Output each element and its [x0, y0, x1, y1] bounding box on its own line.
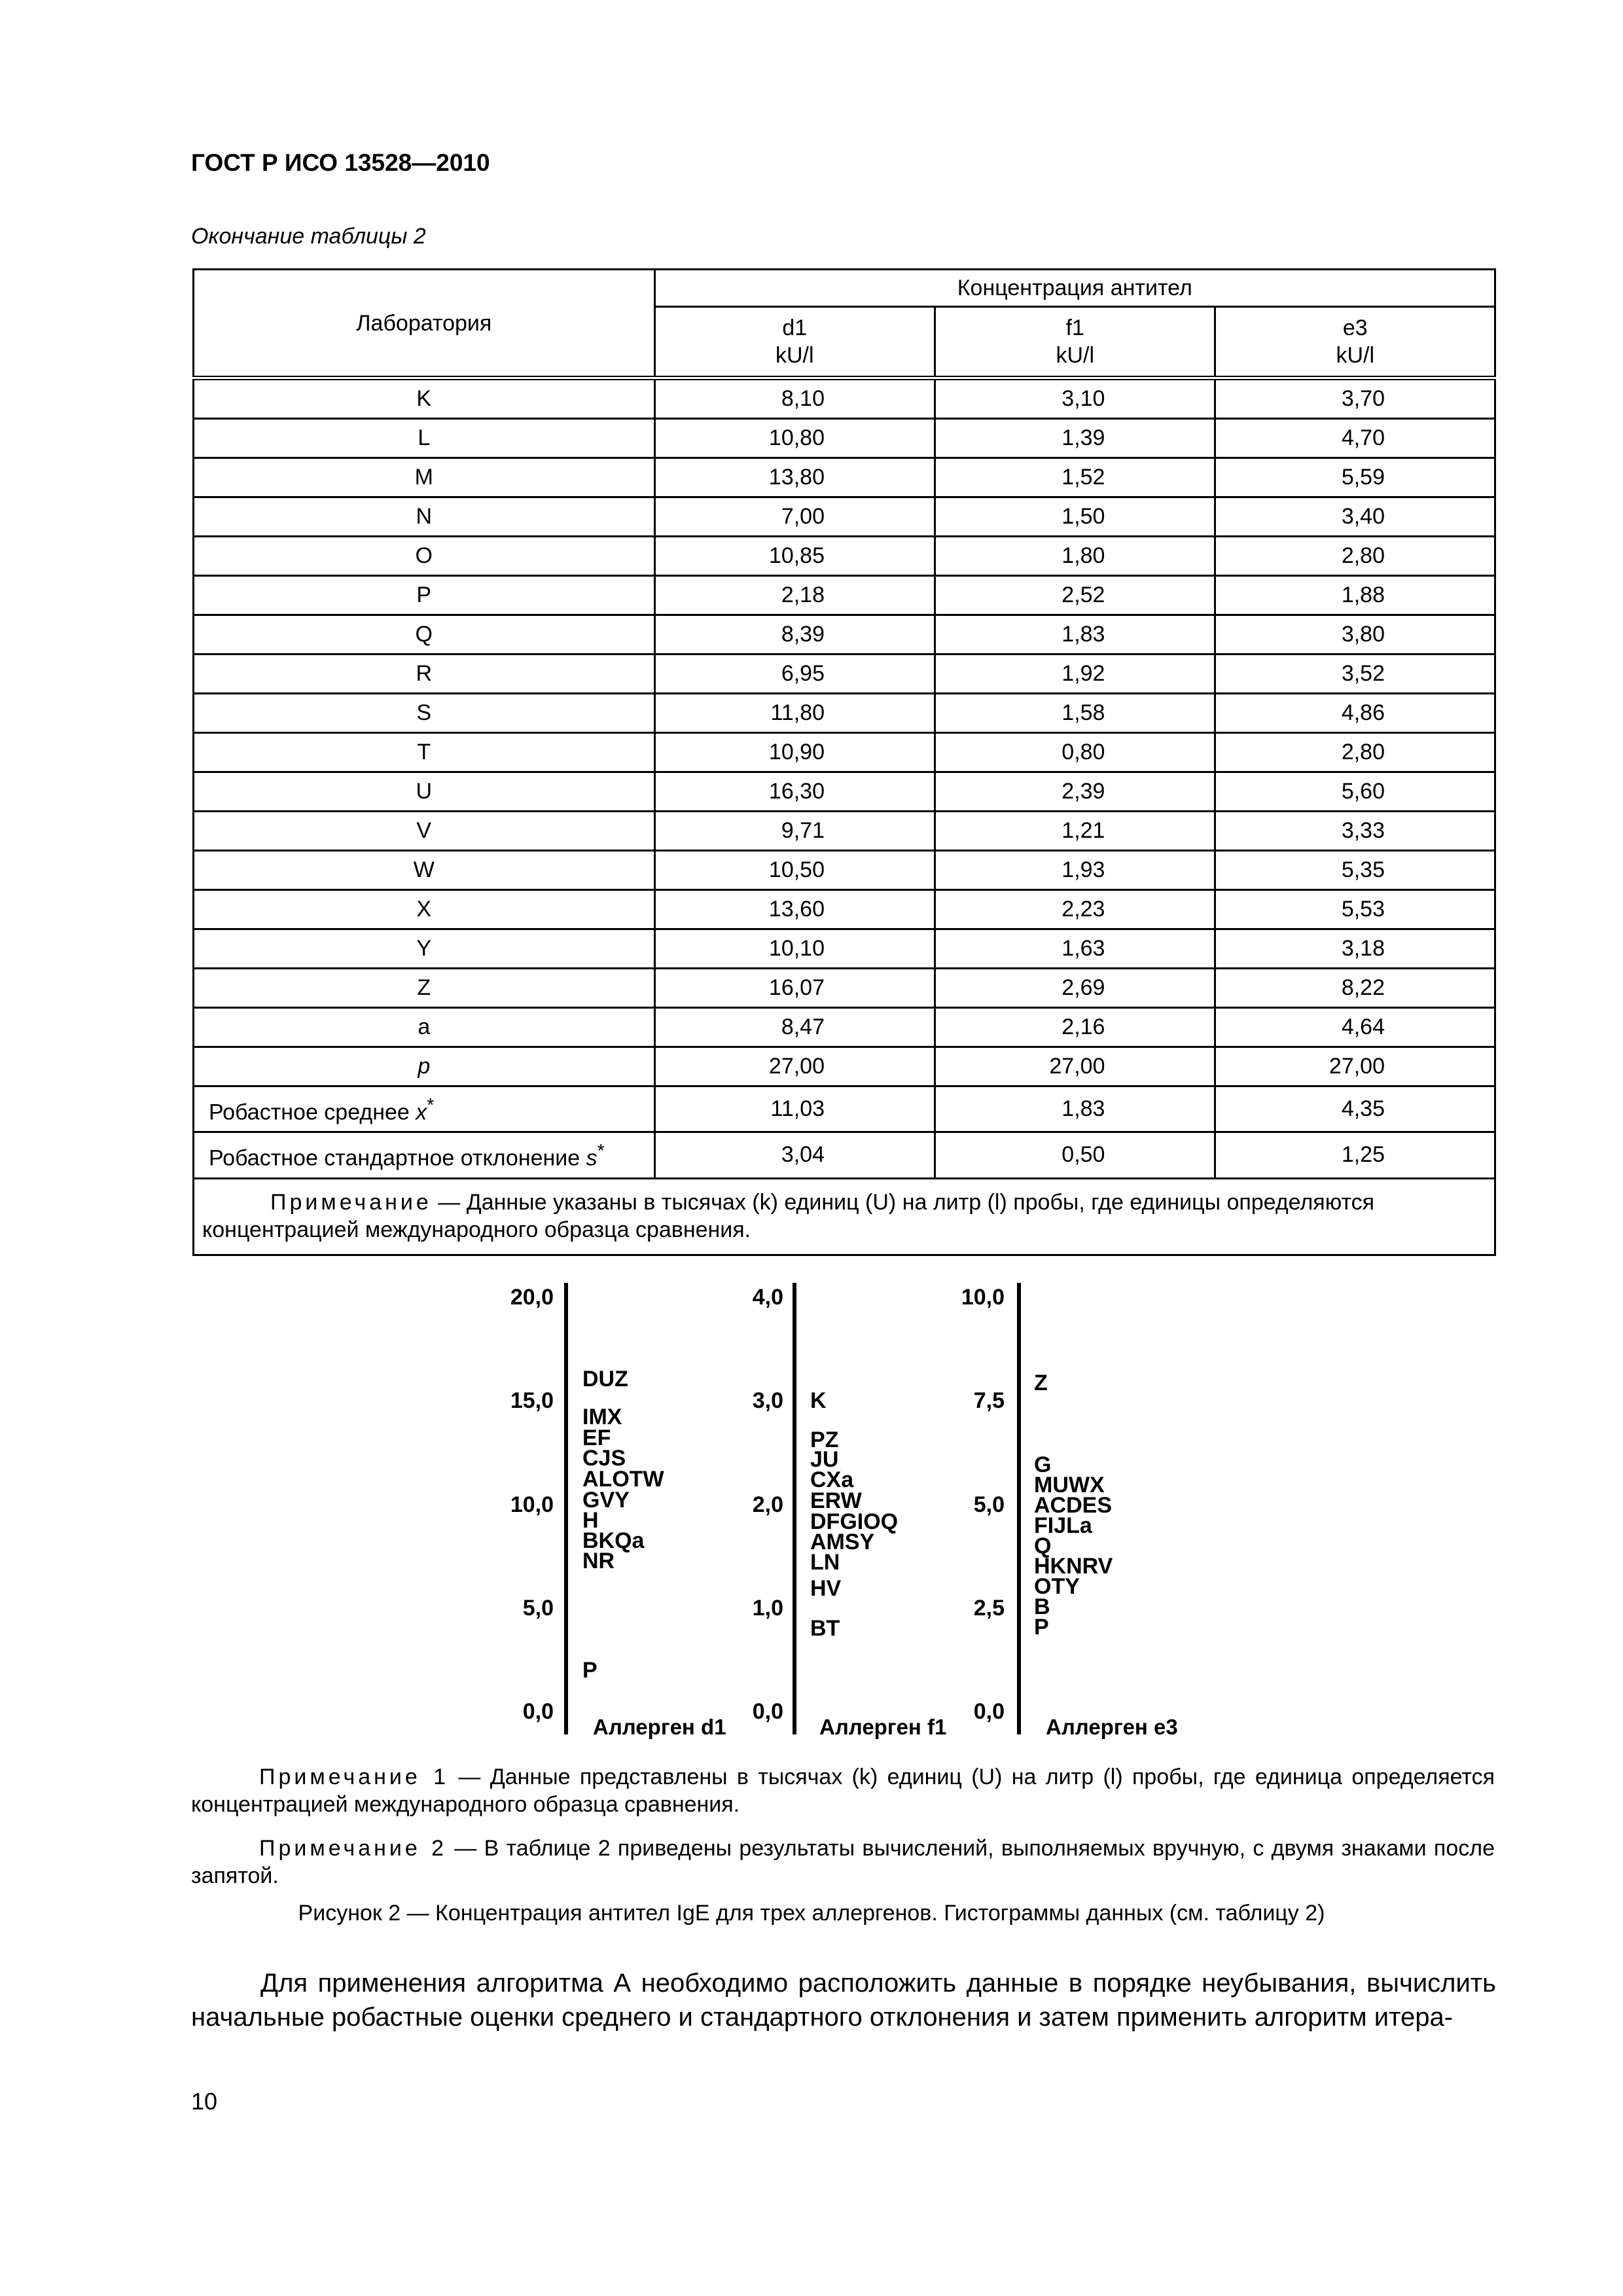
table-row	[194, 419, 1495, 458]
document-header: ГОСТ Р ИСО 13528—2010	[191, 149, 490, 176]
value-e3: 8,22	[1215, 969, 1495, 1008]
table-row	[194, 655, 1495, 694]
lab-cell: T	[194, 733, 655, 772]
group-label: P	[1034, 1615, 1049, 1640]
lab-cell: K	[194, 378, 655, 419]
value-e3: 3,18	[1215, 929, 1495, 969]
robust-mean-d1: 11,03	[654, 1086, 935, 1132]
tick: 3,0	[752, 1388, 783, 1413]
table-row	[194, 733, 1495, 772]
value-e3: 5,60	[1215, 772, 1495, 812]
robust-mean-label: Робастное среднее x*	[194, 1086, 655, 1132]
lab-cell: W	[194, 851, 655, 890]
table-row	[194, 615, 1495, 655]
lab-cell: Y	[194, 929, 655, 969]
value-d1: 9,71	[654, 812, 935, 851]
lab-cell: Z	[194, 969, 655, 1008]
value-d1: 13,80	[654, 458, 935, 497]
value-d1: 10,80	[654, 419, 935, 458]
lab-cell: N	[194, 497, 655, 537]
value-f1: 1,52	[935, 458, 1215, 497]
value-e3: 5,53	[1215, 890, 1495, 929]
value-f1: 0,80	[935, 733, 1215, 772]
group-label: B	[1034, 1594, 1050, 1619]
value-e3: 2,80	[1215, 537, 1495, 576]
value-d1: 27,00	[654, 1047, 935, 1086]
value-f1: 2,16	[935, 1008, 1215, 1047]
value-f1: 3,10	[935, 378, 1215, 419]
header-concentration: Концентрация антител	[654, 270, 1495, 307]
table-row	[194, 851, 1495, 890]
value-d1: 10,50	[654, 851, 935, 890]
value-e3: 3,52	[1215, 655, 1495, 694]
figure-caption: Рисунок 2 — Концентрация антител IgE для трех аллергенов. Гистограммы данных (см. таблицу 2)	[298, 1901, 1325, 1926]
header-laboratory: Лаборатория	[194, 270, 655, 378]
header-d1: d1 kU/l	[654, 307, 935, 378]
value-f1: 2,23	[935, 890, 1215, 929]
group-label: JU	[810, 1447, 839, 1472]
value-d1: 6,95	[654, 655, 935, 694]
group-label: BKQa	[582, 1528, 645, 1553]
value-f1: 2,52	[935, 576, 1215, 615]
table-row	[194, 890, 1495, 929]
value-d1: 8,47	[654, 1008, 935, 1047]
robust-sd-f1: 0,50	[935, 1132, 1215, 1178]
tick: 2,5	[973, 1596, 1005, 1621]
tick: 10,0	[510, 1492, 554, 1517]
lab-cell: a	[194, 1008, 655, 1047]
value-f1: 1,39	[935, 419, 1215, 458]
table-caption: Окончание таблицы 2	[191, 224, 426, 249]
robust-sd-d1: 3,04	[654, 1132, 935, 1178]
group-label: IMX	[582, 1405, 622, 1429]
table-note: Примечание — Данные указаны в тысячах (k) единиц (U) на литр (l) пробы, где единицы определяются концентрацией международного образца сравнения.	[194, 1178, 1495, 1255]
robust-sd-e3: 1,25	[1215, 1132, 1495, 1178]
tick: 0,0	[973, 1699, 1005, 1724]
lab-cell: L	[194, 419, 655, 458]
value-d1: 10,90	[654, 733, 935, 772]
group-label: ALOTW	[582, 1467, 664, 1492]
group-label: DFGIOQ	[810, 1509, 899, 1534]
value-d1: 8,39	[654, 615, 935, 655]
table-row	[194, 1047, 1495, 1086]
group-label: ACDES	[1034, 1493, 1113, 1518]
group-label: P	[582, 1658, 597, 1683]
value-d1: 11,80	[654, 694, 935, 733]
value-d1: 10,10	[654, 929, 935, 969]
lab-cell: X	[194, 890, 655, 929]
group-label: ERW	[810, 1488, 862, 1513]
value-f1: 1,83	[935, 615, 1215, 655]
group-label: FIJLa	[1034, 1513, 1092, 1538]
value-e3: 4,64	[1215, 1008, 1495, 1047]
value-d1: 16,07	[654, 969, 935, 1008]
group-label: Z	[1034, 1371, 1048, 1395]
robust-mean-row	[194, 1086, 1495, 1132]
value-e3: 3,70	[1215, 378, 1495, 419]
tick: 5,0	[522, 1596, 554, 1621]
group-label: HV	[810, 1576, 842, 1601]
group-label: EF	[582, 1426, 611, 1450]
lab-cell: p	[194, 1047, 655, 1086]
tick: 0,0	[752, 1699, 783, 1724]
group-label: HKNRV	[1034, 1554, 1113, 1579]
concentration-table	[192, 268, 1496, 1256]
axis-f1	[793, 1283, 796, 1734]
value-d1: 10,85	[654, 537, 935, 576]
page-number: 10	[191, 2088, 218, 2115]
header-e3: e3 kU/l	[1215, 307, 1495, 378]
group-label: BT	[810, 1616, 840, 1641]
value-e3: 27,00	[1215, 1047, 1495, 1086]
robust-sd-row	[194, 1132, 1495, 1178]
table-row	[194, 1008, 1495, 1047]
axis-e3	[1017, 1283, 1021, 1734]
tick: 0,0	[522, 1699, 554, 1724]
value-d1: 8,10	[654, 378, 935, 419]
value-f1: 1,21	[935, 812, 1215, 851]
table-row	[194, 378, 1495, 419]
figure-note-1: Примечание 1 — Данные представлены в тысячах (k) единиц (U) на литр (l) пробы, где единица определяется концентрацией международного образца сравнения.	[191, 1765, 1495, 1817]
lab-cell: S	[194, 694, 655, 733]
group-label: G	[1034, 1452, 1052, 1477]
table-row	[194, 497, 1495, 537]
value-d1: 7,00	[654, 497, 935, 537]
lab-cell: P	[194, 576, 655, 615]
tick: 1,0	[752, 1596, 783, 1621]
table-note-row	[194, 1178, 1495, 1255]
group-label: CXa	[810, 1467, 854, 1492]
value-e3: 1,88	[1215, 576, 1495, 615]
value-e3: 4,70	[1215, 419, 1495, 458]
header-f1: f1 kU/l	[935, 307, 1215, 378]
tick: 10,0	[961, 1285, 1005, 1310]
value-f1: 1,50	[935, 497, 1215, 537]
lab-cell: M	[194, 458, 655, 497]
table-row	[194, 576, 1495, 615]
figure-note-2: Примечание 2 — В таблице 2 приведены результаты вычислений, выполняемых вручную, с двумя знаками после запятой.	[191, 1836, 1495, 1888]
lab-cell: O	[194, 537, 655, 576]
table-row	[194, 537, 1495, 576]
allergen-label-f1: Аллерген f1	[819, 1715, 947, 1739]
lab-cell: Q	[194, 615, 655, 655]
group-label: CJS	[582, 1446, 626, 1471]
group-label: GVY	[582, 1488, 630, 1513]
value-e3: 3,80	[1215, 615, 1495, 655]
allergen-label-e3: Аллерген e3	[1046, 1715, 1178, 1739]
robust-mean-e3: 4,35	[1215, 1086, 1495, 1132]
group-label: K	[810, 1388, 827, 1413]
robust-sd-label: Робастное стандартное отклонение s*	[194, 1132, 655, 1178]
table-row	[194, 929, 1495, 969]
lab-cell: U	[194, 772, 655, 812]
table-row	[194, 812, 1495, 851]
value-d1: 2,18	[654, 576, 935, 615]
robust-mean-f1: 1,83	[935, 1086, 1215, 1132]
tick: 5,0	[973, 1492, 1005, 1517]
table-row	[194, 969, 1495, 1008]
allergen-label-d1: Аллерген d1	[593, 1715, 726, 1739]
value-f1: 2,39	[935, 772, 1215, 812]
body-paragraph: Для применения алгоритма А необходимо расположить данные в порядке неубывания, вычислить начальные робастные оценки среднего и стандартного отклонения и затем применить алгоритм итера-	[191, 1969, 1496, 2032]
group-label: PZ	[810, 1427, 839, 1452]
tick: 20,0	[510, 1285, 554, 1310]
tick: 15,0	[510, 1388, 554, 1413]
figure-histograms	[0, 1270, 1623, 1767]
group-label: NR	[582, 1549, 615, 1573]
group-label: AMSY	[810, 1530, 875, 1554]
value-d1: 16,30	[654, 772, 935, 812]
value-f1: 2,69	[935, 969, 1215, 1008]
group-label: OTY	[1034, 1574, 1080, 1599]
value-e3: 5,35	[1215, 851, 1495, 890]
group-label: DUZ	[582, 1367, 628, 1391]
value-e3: 3,33	[1215, 812, 1495, 851]
value-f1: 1,80	[935, 537, 1215, 576]
tick: 7,5	[973, 1388, 1005, 1413]
lab-cell: V	[194, 812, 655, 851]
table-row	[194, 694, 1495, 733]
table-row	[194, 772, 1495, 812]
value-e3: 2,80	[1215, 733, 1495, 772]
lab-cell: R	[194, 655, 655, 694]
value-f1: 1,63	[935, 929, 1215, 969]
value-e3: 3,40	[1215, 497, 1495, 537]
value-f1: 27,00	[935, 1047, 1215, 1086]
value-f1: 1,93	[935, 851, 1215, 890]
group-label: LN	[810, 1550, 840, 1575]
axis-d1	[564, 1283, 568, 1734]
tick: 2,0	[752, 1492, 783, 1517]
value-e3: 5,59	[1215, 458, 1495, 497]
value-f1: 1,58	[935, 694, 1215, 733]
group-label: Q	[1034, 1534, 1052, 1558]
group-label: MUWX	[1034, 1473, 1105, 1498]
value-f1: 1,92	[935, 655, 1215, 694]
group-label: H	[582, 1508, 599, 1533]
value-d1: 13,60	[654, 890, 935, 929]
tick: 4,0	[752, 1285, 783, 1310]
value-e3: 4,86	[1215, 694, 1495, 733]
table-row	[194, 458, 1495, 497]
